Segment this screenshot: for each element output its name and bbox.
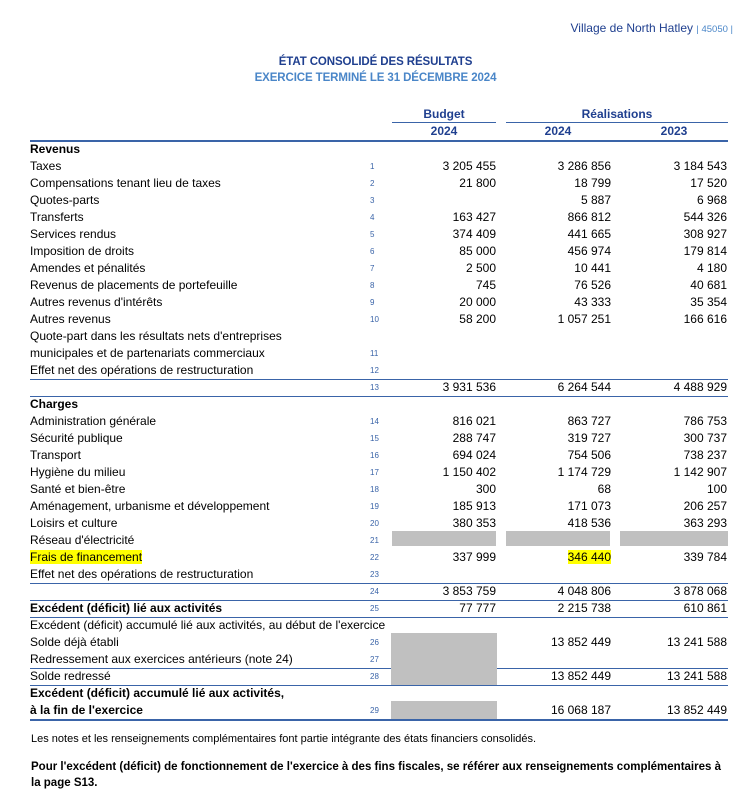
header-rule-budget — [392, 122, 496, 123]
table-row — [30, 413, 730, 430]
cell-prior-value: 544 326 — [683, 210, 727, 224]
table-row — [30, 447, 730, 464]
cell-prior-value: 4 488 929 — [673, 380, 727, 394]
row-line-number: 21 — [370, 536, 379, 545]
cell-real-value: 319 727 — [567, 431, 611, 445]
row-label — [30, 345, 265, 362]
table-row — [30, 515, 730, 532]
header-rule-realisations — [506, 122, 728, 123]
table-row — [30, 600, 730, 617]
row-label-text: Solde déjà établi — [30, 635, 119, 649]
rule-revenus-total-bottom — [30, 396, 728, 397]
table-row — [30, 243, 730, 260]
cell-budget — [386, 600, 496, 617]
cell-real-value: 76 526 — [574, 278, 611, 292]
cell-budget-value: 20 000 — [459, 295, 496, 309]
row-line-number: 12 — [370, 366, 379, 375]
cell-real — [501, 447, 611, 464]
cell-prior — [617, 583, 727, 600]
cell-prior-value: 4 180 — [696, 261, 727, 275]
table-row — [30, 549, 730, 566]
cell-real — [501, 464, 611, 481]
row-line-number: 17 — [370, 468, 379, 477]
cell-prior-value: 166 616 — [683, 312, 727, 326]
cell-budget-value: 21 800 — [459, 176, 496, 190]
row-label — [30, 277, 237, 294]
cell-prior — [617, 413, 727, 430]
rule-table-bottom — [30, 719, 728, 721]
cell-prior-value: 206 257 — [683, 499, 727, 513]
cell-prior — [617, 158, 727, 175]
cell-real — [501, 481, 611, 498]
table-row — [30, 685, 730, 702]
cell-real-value: 6 264 544 — [557, 380, 611, 394]
row-line-number: 3 — [370, 196, 375, 205]
cell-budget-value: 694 024 — [452, 448, 496, 462]
cell-prior — [617, 260, 727, 277]
row-line-number: 22 — [370, 553, 379, 562]
header-organization — [571, 21, 734, 35]
row-label — [30, 328, 282, 345]
cell-budget-value: 1 150 402 — [442, 465, 496, 479]
row-label — [30, 430, 123, 447]
row-label — [30, 498, 269, 515]
cell-prior-value: 179 814 — [683, 244, 727, 258]
row-line-number: 8 — [370, 281, 375, 290]
table-row — [30, 328, 730, 345]
row-label-text: Excédent (déficit) accumulé lié aux activités, — [30, 686, 285, 700]
cell-real-value: 1 057 251 — [557, 312, 611, 326]
row-label-text: municipales et de partenariats commerciaux — [30, 346, 265, 360]
cell-budget — [386, 175, 496, 192]
row-label-text: Compensations tenant lieu de taxes — [30, 176, 221, 190]
row-label-text: Réseau d'électricité — [30, 533, 135, 547]
cell-budget-value: 300 — [475, 482, 496, 496]
table-row — [30, 345, 730, 362]
cell-prior — [617, 192, 727, 209]
column-group-budget: Budget — [423, 107, 465, 121]
cell-real — [501, 668, 611, 685]
masked-cell-budget-21 — [392, 531, 496, 546]
cell-real — [501, 583, 611, 600]
masked-cell-prior-21 — [620, 531, 728, 546]
row-label — [30, 141, 80, 158]
table-row — [30, 583, 730, 600]
row-line-number: 9 — [370, 298, 375, 307]
cell-budget — [386, 430, 496, 447]
cell-prior-value: 3 878 068 — [673, 584, 727, 598]
cell-real-value: 1 174 729 — [557, 465, 611, 479]
cell-budget — [386, 243, 496, 260]
cell-real-value: 13 852 449 — [550, 635, 611, 649]
cell-real — [501, 702, 611, 719]
table-row — [30, 430, 730, 447]
cell-real-value: 456 974 — [567, 244, 611, 258]
row-line-number: 18 — [370, 485, 379, 494]
cell-budget-value: 3 931 536 — [442, 380, 496, 394]
row-label-text: Autres revenus d'intérêts — [30, 295, 163, 309]
table-row — [30, 668, 730, 685]
row-line-number: 16 — [370, 451, 379, 460]
row-label-text: Services rendus — [30, 227, 117, 241]
cell-budget-value: 374 409 — [452, 227, 496, 241]
row-label-text: Amendes et pénalités — [30, 261, 146, 275]
cell-prior-value: 13 241 588 — [666, 669, 727, 683]
organization-name: Village de North Hatley — [570, 21, 694, 35]
table-row — [30, 311, 730, 328]
organization-code: | 45050 | — [696, 24, 733, 35]
statement-title: ÉTAT CONSOLIDÉ DES RÉSULTATS — [278, 56, 473, 68]
row-label-text: Transferts — [30, 210, 84, 224]
cell-prior-value: 35 354 — [690, 295, 727, 309]
table-row — [30, 209, 730, 226]
cell-real — [501, 209, 611, 226]
cell-budget-value: 745 — [475, 278, 496, 292]
row-line-number: 10 — [370, 315, 379, 324]
row-label — [30, 464, 125, 481]
cell-budget-value: 380 353 — [452, 516, 496, 530]
row-label-text: Imposition de droits — [30, 244, 135, 258]
row-label-text: Autres revenus — [30, 312, 111, 326]
cell-real-value: 346 440 — [567, 550, 611, 564]
cell-budget-value: 288 747 — [452, 431, 496, 445]
column-budget-year: 2024 — [430, 124, 458, 138]
row-label-text: Redressement aux exercices antérieurs (note 24) — [30, 652, 293, 666]
cell-budget — [386, 226, 496, 243]
row-label — [30, 260, 145, 277]
row-label — [30, 175, 221, 192]
cell-real-value: 18 799 — [574, 176, 611, 190]
cell-real-value: 171 073 — [567, 499, 611, 513]
cell-budget-value: 85 000 — [459, 244, 496, 258]
cell-budget — [386, 481, 496, 498]
row-label — [30, 413, 156, 430]
row-label-text: Quote-part dans les résultats nets d'entreprises — [30, 329, 282, 343]
cell-budget — [386, 464, 496, 481]
cell-prior-value: 13 852 449 — [666, 703, 727, 717]
cell-prior-value: 6 968 — [696, 193, 727, 207]
row-line-number: 7 — [370, 264, 375, 273]
cell-real-value: 863 727 — [567, 414, 611, 428]
cell-prior-value: 17 520 — [690, 176, 727, 190]
row-label — [30, 396, 78, 413]
row-label-text: Sécurité publique — [30, 431, 123, 445]
table-row — [30, 702, 730, 719]
cell-real — [501, 311, 611, 328]
cell-real — [501, 226, 611, 243]
cell-prior-value: 3 184 543 — [673, 159, 727, 173]
rule-excedent — [30, 617, 728, 618]
rule-solde-redresse — [30, 685, 728, 686]
cell-prior — [617, 464, 727, 481]
row-label — [30, 566, 253, 583]
table-row — [30, 481, 730, 498]
cell-prior — [617, 277, 727, 294]
row-label — [30, 362, 253, 379]
cell-real — [501, 549, 611, 566]
column-prior-year: 2023 — [660, 124, 688, 138]
cell-budget-value: 77 777 — [459, 601, 496, 615]
cell-real — [501, 515, 611, 532]
cell-prior-value: 308 927 — [683, 227, 727, 241]
cell-prior-value: 300 737 — [683, 431, 727, 445]
cell-prior — [617, 209, 727, 226]
masked-cell-budget-29 — [391, 701, 497, 719]
cell-prior — [617, 447, 727, 464]
cell-real — [501, 600, 611, 617]
table-row — [30, 651, 730, 668]
cell-prior — [617, 515, 727, 532]
row-label — [30, 600, 222, 617]
cell-budget — [386, 498, 496, 515]
row-label-text: Administration générale — [30, 414, 157, 428]
row-label-text: Excédent (déficit) accumulé lié aux activités, au début de l'exercice — [30, 618, 386, 632]
row-line-number: 24 — [370, 587, 379, 596]
statement-subtitle: EXERCICE TERMINÉ LE 31 DÉCEMBRE 2024 — [254, 72, 497, 84]
cell-budget — [386, 294, 496, 311]
cell-prior-value: 786 753 — [683, 414, 727, 428]
cell-real — [501, 277, 611, 294]
row-label-text: Aménagement, urbanisme et développement — [30, 499, 270, 513]
cell-budget — [386, 583, 496, 600]
cell-prior — [617, 226, 727, 243]
row-label-text: Quotes-parts — [30, 193, 100, 207]
row-line-number: 5 — [370, 230, 375, 239]
cell-prior-value: 13 241 588 — [666, 635, 727, 649]
row-line-number: 15 — [370, 434, 379, 443]
cell-real-value: 5 887 — [580, 193, 611, 207]
table-row — [30, 175, 730, 192]
cell-real — [501, 294, 611, 311]
table-row — [30, 226, 730, 243]
table-row — [30, 634, 730, 651]
cell-real-value: 68 — [597, 482, 611, 496]
cell-real-value: 13 852 449 — [550, 669, 611, 683]
row-line-number: 11 — [370, 349, 379, 358]
cell-real-value: 43 333 — [574, 295, 611, 309]
row-label-text: Santé et bien-être — [30, 482, 126, 496]
cell-prior — [617, 634, 727, 651]
row-label — [30, 158, 61, 175]
note-integral: Les notes et les renseignements complémentaires font partie intégrante des états financiers consolidés. — [31, 733, 537, 745]
cell-prior — [617, 430, 727, 447]
row-label-text: à la fin de l'exercice — [30, 703, 143, 717]
cell-prior-value: 738 237 — [683, 448, 727, 462]
cell-real — [501, 260, 611, 277]
cell-prior-value: 40 681 — [690, 278, 727, 292]
cell-budget — [386, 260, 496, 277]
row-label — [30, 549, 142, 566]
row-label — [30, 243, 134, 260]
cell-prior — [617, 311, 727, 328]
cell-real-value: 418 536 — [567, 516, 611, 530]
cell-real — [501, 158, 611, 175]
cell-prior — [617, 243, 727, 260]
cell-prior — [617, 294, 727, 311]
rule-revenus-total — [30, 379, 728, 380]
row-label — [30, 702, 143, 719]
row-label — [30, 634, 119, 651]
column-real-year: 2024 — [544, 124, 572, 138]
cell-prior-value: 363 293 — [683, 516, 727, 530]
cell-real — [501, 498, 611, 515]
row-label — [30, 481, 125, 498]
cell-real-value: 16 068 187 — [550, 703, 611, 717]
table-row — [30, 464, 730, 481]
cell-budget — [386, 549, 496, 566]
row-label-text: Frais de financement — [30, 550, 143, 564]
table-row — [30, 260, 730, 277]
cell-budget — [386, 158, 496, 175]
cell-prior — [617, 175, 727, 192]
row-label-text: Revenus — [30, 142, 81, 156]
cell-prior-value: 100 — [706, 482, 727, 496]
cell-real — [501, 634, 611, 651]
cell-budget — [386, 209, 496, 226]
row-line-number: 26 — [370, 638, 379, 647]
row-label-text: Effet net des opérations de restructuration — [30, 363, 254, 377]
table-row — [30, 362, 730, 379]
cell-budget — [386, 515, 496, 532]
column-group-realisations: Réalisations — [581, 107, 653, 121]
row-label-text: Revenus de placements de portefeuille — [30, 278, 238, 292]
table-row — [30, 158, 730, 175]
row-label — [30, 192, 99, 209]
row-label-text: Charges — [30, 397, 79, 411]
cell-budget — [386, 447, 496, 464]
row-label-text: Solde redressé — [30, 669, 111, 683]
row-label-text: Excédent (déficit) lié aux activités — [30, 601, 223, 615]
rule-redressement — [30, 668, 728, 669]
cell-real-value: 866 812 — [567, 210, 611, 224]
table-row — [30, 192, 730, 209]
table-row — [30, 396, 730, 413]
cell-prior-value: 610 861 — [683, 601, 727, 615]
table-row — [30, 379, 730, 396]
cell-real — [501, 175, 611, 192]
row-line-number: 6 — [370, 247, 375, 256]
row-label — [30, 532, 134, 549]
cell-budget-value: 2 500 — [465, 261, 496, 275]
table-row — [30, 294, 730, 311]
cell-real-value: 10 441 — [574, 261, 611, 275]
row-label-text: Taxes — [30, 159, 62, 173]
cell-budget — [386, 379, 496, 396]
cell-prior — [617, 549, 727, 566]
row-line-number: 27 — [370, 655, 379, 664]
row-label-text: Loisirs et culture — [30, 516, 118, 530]
row-label-text: Effet net des opérations de restructuration — [30, 567, 254, 581]
cell-real — [501, 413, 611, 430]
row-label — [30, 311, 111, 328]
row-label — [30, 617, 385, 634]
cell-budget-value: 337 999 — [452, 550, 496, 564]
rule-charges-total — [30, 583, 728, 584]
cell-real-value: 4 048 806 — [557, 584, 611, 598]
row-line-number: 1 — [370, 162, 375, 171]
row-label-text: Hygiène du milieu — [30, 465, 126, 479]
cell-budget — [386, 277, 496, 294]
row-label — [30, 209, 84, 226]
table-row — [30, 277, 730, 294]
masked-cell-real-21 — [506, 531, 610, 546]
cell-real — [501, 192, 611, 209]
cell-real-value: 2 215 738 — [557, 601, 611, 615]
row-line-number: 2 — [370, 179, 375, 188]
cell-budget-value: 3 853 759 — [442, 584, 496, 598]
row-line-number: 25 — [370, 604, 379, 613]
cell-prior — [617, 379, 727, 396]
cell-budget — [386, 413, 496, 430]
cell-prior — [617, 481, 727, 498]
cell-real — [501, 430, 611, 447]
row-label — [30, 294, 162, 311]
row-line-number: 23 — [370, 570, 379, 579]
cell-prior-value: 339 784 — [683, 550, 727, 564]
cell-prior — [617, 600, 727, 617]
masked-cell-budget-26-28 — [391, 633, 497, 685]
row-line-number: 4 — [370, 213, 375, 222]
cell-prior — [617, 702, 727, 719]
cell-budget-value: 3 205 455 — [442, 159, 496, 173]
rule-charges-total-bottom — [30, 600, 728, 601]
cell-prior-value: 1 142 907 — [673, 465, 727, 479]
row-label — [30, 685, 284, 702]
note-fiscal: Pour l'excédent (déficit) de fonctionnement de l'exercice à des fins fiscales, se référer aux renseignements complémentaires à la page S13. — [31, 761, 721, 789]
row-label-text: Transport — [30, 448, 81, 462]
row-label — [30, 668, 111, 685]
cell-real-value: 3 286 856 — [557, 159, 611, 173]
row-label — [30, 515, 117, 532]
row-line-number: 29 — [370, 706, 379, 715]
row-label — [30, 447, 81, 464]
row-line-number: 19 — [370, 502, 379, 511]
cell-budget-value: 185 913 — [452, 499, 496, 513]
table-row — [30, 498, 730, 515]
cell-real — [501, 379, 611, 396]
row-line-number: 14 — [370, 417, 379, 426]
cell-prior — [617, 498, 727, 515]
row-line-number: 28 — [370, 672, 379, 681]
table-row — [30, 617, 730, 634]
cell-budget-value: 816 021 — [452, 414, 496, 428]
row-label — [30, 226, 116, 243]
table-row — [30, 566, 730, 583]
cell-real-value: 754 506 — [567, 448, 611, 462]
table-row — [30, 141, 730, 158]
cell-prior — [617, 668, 727, 685]
cell-budget — [386, 311, 496, 328]
cell-real — [501, 243, 611, 260]
row-line-number: 20 — [370, 519, 379, 528]
cell-budget-value: 163 427 — [452, 210, 496, 224]
row-label — [30, 651, 293, 668]
cell-real-value: 441 665 — [567, 227, 611, 241]
cell-budget-value: 58 200 — [459, 312, 496, 326]
row-line-number: 13 — [370, 383, 379, 392]
